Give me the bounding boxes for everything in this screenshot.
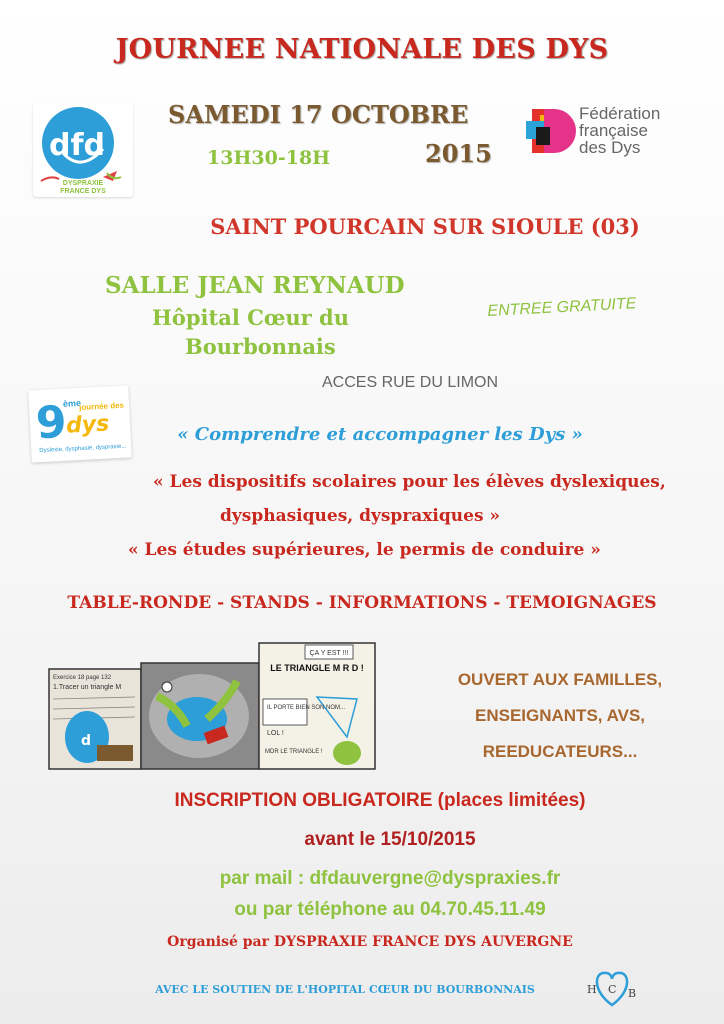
event-city: SAINT POURCAIN SUR SIOULE (03) <box>210 214 640 239</box>
hcb-logo <box>584 963 640 1011</box>
audience-line-1: OUVERT AUX FAMILLES, <box>457 670 663 689</box>
access-info: ACCES RUE DU LIMON <box>322 374 499 391</box>
activities: TABLE-RONDE - STANDS - INFORMATIONS - TEMOIGNAGES <box>67 593 657 613</box>
event-time: 13H30-18H <box>207 147 331 169</box>
event-theme: « Comprendre et accompagner les Dys » <box>177 424 583 445</box>
ffd-line-3: des Dys <box>579 138 641 157</box>
audience-line-3: REEDUCATEURS... <box>482 742 638 761</box>
event-year: 2015 <box>425 139 492 168</box>
contact-mail: par mail : dfdauvergne@dyspraxies.fr <box>219 868 561 889</box>
ninth-number: 9 <box>34 396 68 450</box>
dfd-logo <box>33 103 133 197</box>
ninth-dys: dys <box>65 411 110 439</box>
venue-hospital-line1: Hôpital Cœur du <box>152 305 349 330</box>
comic-bubble-3: IL PORTE BIEN SON NOM... <box>267 705 346 711</box>
audience <box>400 662 720 770</box>
hcb-b: B <box>628 987 637 1000</box>
comic-bubble-1: ÇA Y EST !!! <box>309 650 349 657</box>
contact-phone: ou par téléphone au 04.70.45.11.49 <box>234 899 546 920</box>
comic-bubble-4: LOL ! <box>267 730 284 737</box>
organizer: Organisé par DYSPRAXIE FRANCE DYS AUVERGNE <box>167 934 573 950</box>
subtopic-1-line-1: « Les dispositifs scolaires pour les élèves dyslexiques, <box>153 472 666 492</box>
hcb-h: H <box>587 983 597 996</box>
subtopic-2: « Les études supérieures, le permis de conduire » <box>128 540 601 560</box>
comic-bubble-2: LE TRIANGLE M R D ! <box>270 663 364 673</box>
venue-name: SALLE JEAN REYNAUD <box>105 272 405 299</box>
ninth-text: journée des <box>78 400 125 413</box>
support-notice: AVEC LE SOUTIEN DE L'HOPITAL CŒUR DU BOURBONNAIS <box>155 983 535 996</box>
poster-title: JOURNEE NATIONALE DES DYS <box>115 34 609 65</box>
comic-bubble-5: MDR LE TRIANGLE ! <box>265 749 323 755</box>
comic-strip <box>47 641 377 771</box>
ninth-small: Dyslexie, dysphasie, dyspraxie... <box>39 443 127 455</box>
audience-line-2: ENSEIGNANTS, AVS, <box>474 706 646 725</box>
free-entry: ENTREE GRATUITE <box>487 295 637 320</box>
ffd-line-2: française <box>579 121 648 140</box>
hcb-c: C <box>608 983 617 996</box>
ffd-line-1: Fédération <box>579 104 661 123</box>
comic-panel1-text: 1.Tracer un triangle M <box>53 684 122 691</box>
registration-notice: INSCRIPTION OBLIGATOIRE (places limitées) <box>174 790 586 811</box>
comic-panel1-title: Exercice 18 page 132 <box>53 675 112 681</box>
dfd-caption-2: FRANCE DYS <box>60 188 106 195</box>
ffd-logo-text <box>579 105 660 156</box>
svg-text:d: d <box>81 733 92 749</box>
registration-deadline: avant le 15/10/2015 <box>304 829 476 850</box>
ninth-sup: ème <box>62 397 82 409</box>
subtopic-1-line-2: dysphasiques, dyspraxiques » <box>220 506 501 526</box>
dfd-logo-text: dfd <box>48 128 106 163</box>
event-date: SAMEDI 17 OCTOBRE <box>168 100 469 129</box>
dfd-caption-1: DYSPRAXIE <box>62 180 104 187</box>
venue-hospital-line2: Bourbonnais <box>185 334 336 359</box>
